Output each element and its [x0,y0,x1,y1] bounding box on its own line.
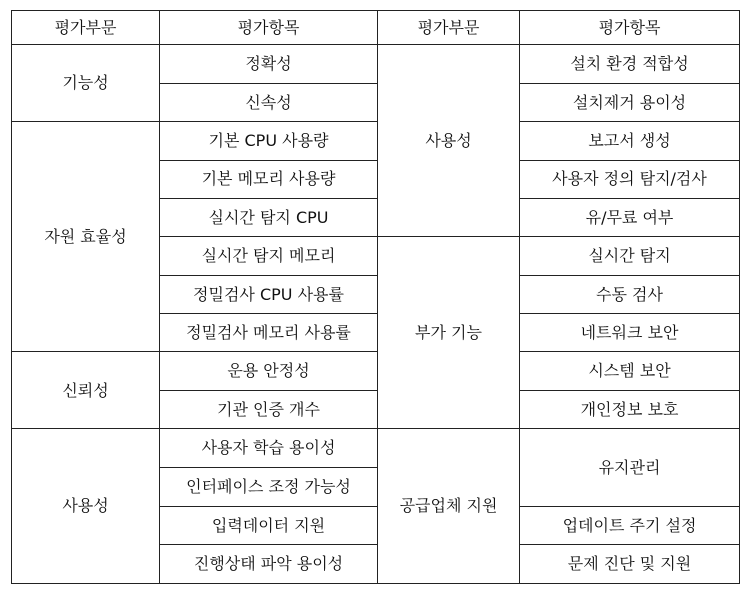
item-stability: 운용 안정성 [160,352,378,390]
category-vendor-support: 공급업체 지원 [378,429,520,584]
category-extra-features: 부가 기능 [378,237,520,429]
item-realtime-cpu: 실시간 탐지 CPU [160,198,378,236]
table-row [12,122,740,160]
item-speed: 신속성 [160,83,378,121]
item-uninstall: 설치제거 용이성 [520,83,740,121]
category-functionality: 기능성 [12,45,160,122]
header-right-item: 평가항목 [520,11,740,45]
item-deep-memory: 정밀검사 메모리 사용률 [160,314,378,352]
header-left-item: 평가항목 [160,11,378,45]
item-system-security: 시스템 보안 [520,352,740,390]
item-accuracy: 정확성 [160,45,378,83]
item-interface-adjust: 인터페이스 조정 가능성 [160,468,378,507]
item-install-env: 설치 환경 적합성 [520,45,740,83]
item-update-cycle: 업데이트 주기 설정 [520,507,740,545]
table-header-row [12,11,740,45]
header-right-category: 평가부문 [378,11,520,45]
item-report: 보고서 생성 [520,122,740,160]
item-progress: 진행상태 파악 용이성 [160,545,378,584]
item-certifications: 기관 인증 개수 [160,390,378,428]
table-row [12,352,740,390]
item-input-data: 입력데이터 지원 [160,507,378,545]
item-privacy: 개인정보 보호 [520,390,740,428]
item-realtime-detect: 실시간 탐지 [520,237,740,275]
category-usability-right: 사용성 [378,45,520,237]
table-row [12,429,740,468]
item-base-memory: 기본 메모리 사용량 [160,160,378,198]
table-row [12,45,740,83]
item-diagnosis: 문제 진단 및 지원 [520,545,740,584]
item-base-cpu: 기본 CPU 사용량 [160,122,378,160]
category-reliability: 신뢰성 [12,352,160,429]
item-deep-cpu: 정밀검사 CPU 사용률 [160,275,378,313]
evaluation-table-container [11,10,739,584]
item-learnability: 사용자 학습 용이성 [160,429,378,468]
header-left-category: 평가부문 [12,11,160,45]
item-realtime-memory: 실시간 탐지 메모리 [160,237,378,275]
item-manual-scan: 수동 검사 [520,275,740,313]
item-free-paid: 유/무료 여부 [520,198,740,236]
category-usability-left: 사용성 [12,429,160,584]
evaluation-criteria-table [11,10,740,584]
item-maintenance: 유지관리 [520,429,740,507]
item-custom-scan: 사용자 정의 탐지/검사 [520,160,740,198]
category-resource-efficiency: 자원 효율성 [12,122,160,352]
item-network-security: 네트워크 보안 [520,314,740,352]
